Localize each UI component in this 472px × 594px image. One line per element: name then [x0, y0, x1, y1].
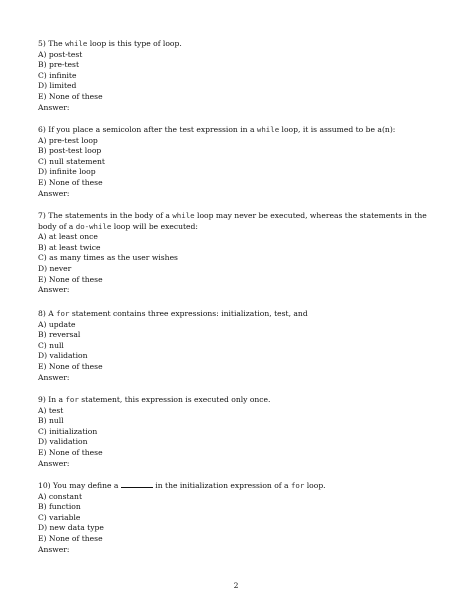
- stem-text: loop.: [304, 481, 326, 490]
- stem-text: in the initialization expression of a: [152, 481, 291, 490]
- option-a: A) pre-test loop: [38, 135, 98, 145]
- answer-blank: [121, 481, 153, 488]
- option-b: B) reversal: [38, 330, 81, 340]
- code-keyword: for: [56, 309, 70, 318]
- question-stem: [38, 125, 438, 136]
- question-stem: [38, 481, 438, 492]
- option-d: D) infinite loop: [38, 167, 96, 177]
- page-number: 2: [233, 581, 239, 590]
- option-c: C) infinite: [38, 70, 77, 80]
- option-a: A) update: [38, 319, 76, 329]
- code-keyword: while: [65, 39, 88, 48]
- option-b: B) pre-test: [38, 60, 80, 70]
- stem-text: 8) A: [38, 309, 57, 318]
- option-d: D) never: [38, 263, 72, 273]
- question-stem: [38, 395, 438, 406]
- option-a: A) constant: [38, 491, 82, 501]
- option-e: E) None of these: [38, 91, 103, 101]
- code-keyword: do-while: [75, 221, 112, 231]
- option-e: E) None of these: [38, 447, 103, 457]
- answer-label: Answer:: [38, 285, 70, 295]
- question-9: [38, 395, 438, 469]
- answer-label: Answer:: [38, 372, 70, 382]
- option-c: C) null: [38, 340, 64, 350]
- option-e: E) None of these: [38, 361, 103, 371]
- option-e: E) None of these: [38, 274, 103, 284]
- stem-text: statement contains three expressions: initialization, test, and: [69, 309, 308, 318]
- option-e: E) None of these: [38, 533, 103, 543]
- question-8: [38, 309, 438, 383]
- stem-text: loop will be executed:: [111, 221, 198, 231]
- option-c: C) null statement: [38, 156, 105, 166]
- answer-label: Answer:: [38, 188, 70, 198]
- question-stem: [38, 39, 438, 50]
- option-d: D) limited: [38, 81, 77, 91]
- answer-label: Answer:: [38, 102, 70, 112]
- option-b: B) null: [38, 416, 64, 426]
- option-b: B) function: [38, 502, 81, 512]
- code-keyword: for: [290, 481, 305, 490]
- stem-text: loop, it is assumed to be a(n):: [279, 125, 396, 134]
- option-a: A) post-test: [38, 49, 83, 59]
- stem-text: 5) The: [38, 39, 66, 48]
- option-c: C) as many times as the user wishes: [38, 253, 178, 263]
- option-d: D) validation: [38, 351, 88, 361]
- stem-text: statement, this expression is executed only once.: [78, 395, 271, 404]
- option-c: C) variable: [38, 512, 81, 522]
- option-c: C) initialization: [38, 426, 98, 436]
- option-a: A) at least once: [38, 232, 98, 242]
- code-keyword: while: [256, 125, 280, 134]
- stem-text: 10) You may define a: [38, 481, 121, 490]
- stem-text: 9) In a: [38, 395, 66, 404]
- option-e: E) None of these: [38, 177, 103, 187]
- question-6: [38, 125, 438, 199]
- stem-text: 6) If you place a semicolon after the test expression in a: [38, 125, 257, 134]
- question-stem: [38, 309, 438, 320]
- stem-text: body of a: [38, 221, 76, 231]
- stem-text: 7) The statements in the body of a: [38, 211, 173, 220]
- stem-text: loop is this type of loop.: [87, 39, 182, 48]
- option-b: B) at least twice: [38, 242, 101, 252]
- option-a: A) test: [38, 405, 64, 415]
- code-keyword: while: [172, 211, 195, 220]
- answer-label: Answer:: [38, 544, 70, 554]
- option-d: D) validation: [38, 437, 88, 447]
- question-stem: [38, 211, 438, 232]
- code-keyword: for: [65, 395, 79, 404]
- option-b: B) post-test loop: [38, 146, 102, 156]
- question-5: [38, 39, 438, 113]
- question-7: [38, 211, 438, 296]
- answer-label: Answer:: [38, 458, 70, 468]
- option-d: D) new data type: [38, 523, 104, 533]
- stem-text: loop may never be executed, whereas the statements in the: [194, 211, 427, 220]
- question-10: [38, 481, 438, 555]
